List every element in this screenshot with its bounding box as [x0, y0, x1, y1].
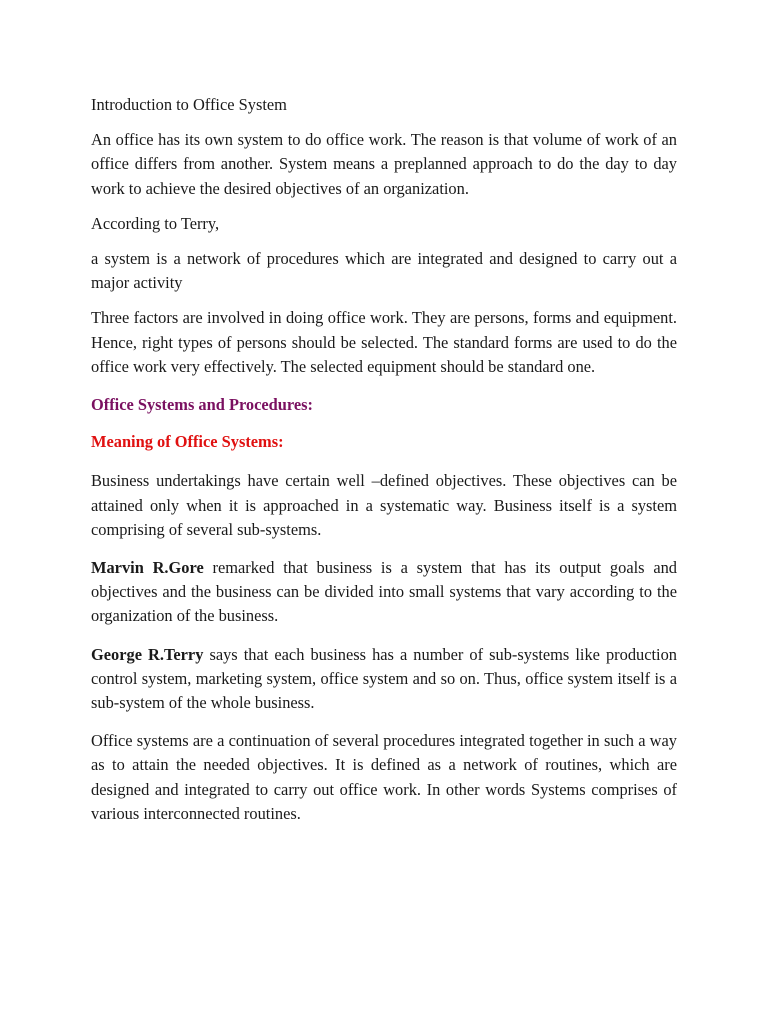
author-name-george-terry: George R.Terry [91, 644, 204, 664]
author-name-marvin-gore: Marvin R.Gore [91, 558, 204, 578]
paragraph-marvin-gore-text: remarked that business is a system that has its output goals and objectives and the business can be divided into small systems that vary according to the organization of the business. [91, 558, 677, 626]
paragraph-george-terry-text: says that each business has a number of sub-systems like production control system, marketing system, office system and so on. Thus, office system itself is a sub-system of the whole business. [91, 644, 677, 713]
paragraph-office-systems-continuation: Office systems are a continuation of several procedures integrated together in such a way as to attain the needed objectives. It is defined as a network of routines, which are designed and integrated to carry out office work. In other words Systems comprises of various interconnected routines. [91, 731, 677, 823]
paragraph-george-terry [91, 643, 677, 716]
paragraph-system-definition: a system is a network of procedures which are integrated and designed to carry out a major activity [91, 249, 677, 293]
paragraph-business-undertakings: Business undertakings have certain well –defined objectives. These objectives can be attained only when it is approached in a systematic way. Business itself is a system comprising of several sub-systems. [91, 471, 677, 539]
paragraph-three-factors: Three factors are involved in doing office work. They are persons, forms and equipment. Hence, right types of persons should be selected. The standard forms are used to do the office work very effectively. The selected equipment should be standard one. [91, 308, 677, 376]
document-title: Introduction to Office System [91, 95, 287, 114]
paragraph-according-to-terry: According to Terry, [91, 213, 220, 233]
heading-meaning-office-systems: Meaning of Office Systems: [91, 432, 284, 452]
document-body [91, 93, 677, 837]
paragraph-marvin-gore [91, 556, 677, 629]
heading-office-systems-procedures: Office Systems and Procedures: [91, 395, 314, 415]
paragraph-intro: An office has its own system to do office work. The reason is that volume of work of an office differs from another. System means a preplanned approach to do the day to day work to achieve the desired objectives of an organization. [91, 130, 677, 198]
